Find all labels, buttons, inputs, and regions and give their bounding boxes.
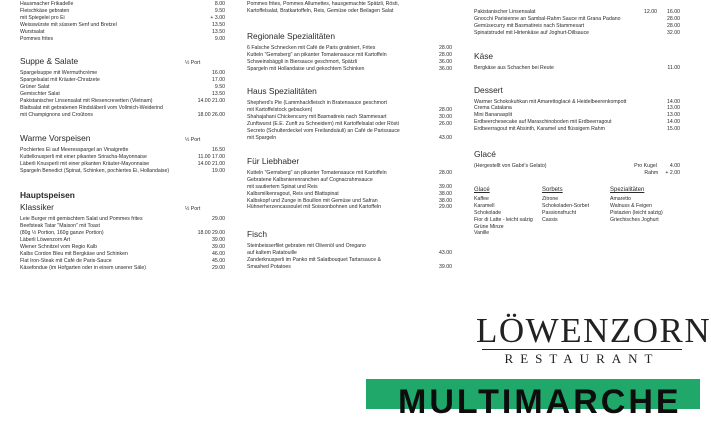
menu-item-price: 43.00 (439, 250, 452, 257)
regionale-list (247, 45, 452, 73)
half-portion-hint: ½ Port (185, 60, 201, 67)
menu-item-price: 18.00 26.00 (197, 111, 225, 118)
glace-flavour: Cassis (542, 216, 558, 223)
warme-list (20, 147, 225, 175)
menu-item (20, 15, 225, 22)
section-glace (474, 149, 680, 160)
section-title: Warme Vorspeisen (20, 132, 91, 143)
menu-item (247, 170, 452, 177)
menu-item-name: Kalbsmilkenragout, Reis und Blattspinat (247, 190, 339, 197)
menu-item-price: 26.00 (439, 121, 452, 128)
glace-subcolumn-heading: Sorbets (542, 186, 563, 193)
menu-item-price: 28.00 (439, 107, 452, 114)
menu-item (474, 99, 680, 106)
menu-item-price: 13.50 (212, 28, 225, 35)
menu-item-price: 9.50 (214, 7, 225, 14)
menu-item-name: Kuttelknusperli mit einer pikanten Sriracha-Mayonnaise (20, 153, 147, 160)
logo-subtitle: RESTAURANT (482, 349, 682, 366)
menu-item-name: auf kaltem Ratatouille (247, 250, 297, 257)
menu-item-price: 46.00 (212, 250, 225, 257)
glace-subcolumn (474, 186, 542, 237)
menu-item (247, 198, 452, 205)
menu-item (474, 30, 680, 37)
menu-item (20, 112, 225, 119)
menu-item-price: 39.00 (212, 244, 225, 251)
menu-item-price: 17.00 (212, 77, 225, 84)
menu-item (247, 52, 452, 59)
glace-subcolumn-heading: Glacé (474, 186, 490, 193)
menu-item (474, 126, 680, 133)
section-liebhaber (247, 156, 452, 167)
menu-item-price: 9.50 (214, 84, 225, 91)
menu-item-name: Shepherd's Pie (Lammhackfleisch in Bratensauce geschmort (247, 100, 387, 107)
menu-column-right (474, 0, 680, 237)
menu-item-price: 11.00 (667, 64, 680, 71)
menu-item (20, 8, 225, 15)
section-title: Suppe & Salate (20, 56, 79, 67)
menu-item-price: 39.00 (439, 264, 452, 271)
menu-item (474, 9, 680, 16)
menu-item (474, 23, 680, 30)
rahm-row (474, 170, 680, 177)
menu-item (20, 105, 225, 112)
menu-item-name: Grüner Salat (20, 84, 50, 91)
menu-item (247, 114, 452, 121)
menu-item (247, 1, 452, 8)
glace-flavours (474, 186, 680, 237)
menu-item (247, 121, 452, 128)
menu-item-price: 38.00 (439, 190, 452, 197)
menu-item (20, 1, 225, 8)
fisch-list (247, 243, 452, 271)
menu-item-name: Crema Catalana (474, 105, 512, 112)
hauptspeisen-heading: Hauptspeisen (20, 190, 75, 201)
menu-item-name: Wurstsalat (20, 28, 45, 35)
menu-item-price: 13.00 (667, 105, 680, 112)
glace-note: (Hergestellt von Gabri's Gelato) (474, 163, 547, 170)
menu-item (474, 112, 680, 119)
section-title: Dessert (474, 84, 503, 95)
menu-item (247, 243, 452, 250)
glace-subcolumn (542, 186, 610, 237)
menu-item-name: Pakistanischer Linsensalat (474, 9, 536, 15)
menu-item-name: Mini Bananasplit (474, 112, 513, 119)
section-title: Für Liebhaber (247, 155, 300, 166)
logo-wordmark: LÖWENZORN (476, 311, 711, 350)
menu-item-price: 8.00 (214, 1, 225, 7)
menu-column-left (20, 0, 225, 272)
menu-item-name: mit Champignons und Croûtons (20, 111, 93, 118)
rahm-label: Rahm (644, 169, 659, 176)
menu-item (474, 16, 680, 23)
section-title: Haus Spezialitäten (247, 86, 317, 97)
menu-item-name: mit Spiegelei pro Ei (20, 14, 65, 21)
menu-item-price: 16.00 (212, 70, 225, 77)
glace-flavour: Grüne Minze (474, 223, 504, 230)
menu-item-name: Käsefondue (im Hofgarten oder in einem unserer Säle) (20, 264, 147, 271)
glace-flavour: Griechisches Joghurt (610, 216, 659, 223)
menu-item-price: 36.00 (439, 58, 452, 65)
menu-item (247, 107, 452, 114)
menu-item-price: 32.00 (667, 29, 680, 36)
banner-text: MULTIMARCHE (398, 383, 682, 421)
section-warme-vorspeisen (20, 133, 225, 144)
menu-item (20, 265, 225, 272)
menu-item (474, 65, 680, 72)
menu-item (247, 250, 452, 257)
menu-item-name: Wiener Schnitzel vom Regio Kalb (20, 244, 97, 251)
menu-item-name: Beefsteak Tatar "Maison" mit Toast (20, 223, 100, 230)
menu-item-price: 28.00 (439, 169, 452, 176)
menu-item (247, 128, 452, 135)
menu-item-name: Läberli Löwenzorn Art (20, 237, 71, 244)
menu-item (20, 251, 225, 258)
menu-item-price: 28.00 (439, 44, 452, 51)
menu-item (247, 45, 452, 52)
beilagen-list (247, 1, 452, 15)
menu-item-name: Leie Burger mit gemischtem Salat und Pommes frites (20, 216, 143, 223)
menu-item-name: Spargelsuppe mit Wermuthcrème (20, 70, 98, 77)
section-title: Fisch (247, 229, 268, 240)
menu-item-price: 14.00 (667, 119, 680, 126)
glace-flavour: Amaretto (610, 195, 632, 202)
menu-item-name: Gebratene Kalbsnierenranchen auf Cognacrahmsauce (247, 176, 373, 183)
menu-item (247, 191, 452, 198)
menu-item (247, 257, 452, 264)
glace-flavour: Kaffee (474, 195, 489, 202)
menu-item-name: Gemüsecurry mit Basmatireis nach Stammesart (474, 22, 585, 29)
menu-item (20, 258, 225, 265)
menu-item-name: Pakistanischer Linsensalat mit Riesencrevetten (Vietnam) (20, 98, 153, 105)
menu-item (247, 100, 452, 107)
half-portion-hint: ½ Port (185, 206, 201, 213)
menu-item-name: Secreto (Schulterdeckel vom Freilandsäuli) an Café de Parissauce (247, 128, 400, 135)
menu-item-name: Zunftwurst (E.E. Zunft zu Schneidern) mit Kartoffelsalat oder Rösti (247, 121, 399, 128)
glace-note-row (474, 163, 680, 170)
menu-item (247, 204, 452, 211)
menu-item-name: Shahajahani Chickencurry mit Basmatireis nach Stammesart (247, 114, 387, 121)
menu-item-name: (80g ½ Portion, 160g ganze Portion) (20, 230, 104, 237)
rahm (644, 170, 680, 177)
menu-item-name: Pommes frites (20, 35, 54, 42)
menu-item (247, 8, 452, 15)
section-fisch (247, 229, 452, 240)
menu-item-half-price: 12.00 (644, 9, 657, 15)
menu-item (20, 36, 225, 43)
menu-item-name: Kutteln "Gemsberg" an pikanter Tomatensauce mit Kartoffeln (247, 51, 387, 58)
menu-item-price: 15.00 (667, 126, 680, 133)
menu-item-price: 16.00 (667, 9, 680, 15)
menu-item-name: Zanderknusperli im Panko mit Salatbouquet Tartarsauce & (247, 257, 381, 264)
menu-item-price: 38.00 (439, 197, 452, 204)
glace-flavour: Zitrone (542, 195, 559, 202)
menu-item-name: Schweinsbäggli in Biersauce geschmort, Spätzli (247, 58, 358, 65)
menu-item-price: 13.50 (212, 21, 225, 28)
menu-item-price: 39.00 (212, 237, 225, 244)
menu-item (247, 264, 452, 271)
menu-item-price: + 3.00 (210, 14, 225, 21)
rahm-price: + 2.00 (665, 169, 680, 176)
menu-item (247, 177, 452, 184)
menu-item-name: Steinbeisserfilet gebraten mit Olivenöl und Oregano (247, 243, 366, 250)
pro-kugel-label: Pro Kugel (634, 163, 657, 170)
pro-kugel (634, 163, 680, 170)
menu-item-price: 28.00 (667, 22, 680, 29)
menu-item-price: 45.00 (212, 257, 225, 264)
menu-item-name: Warmer Schokokuhkan mit Amarettoglacé & Heidelbeerenkompott (474, 98, 627, 105)
pro-kugel-price: 4.00 (669, 163, 680, 170)
menu-item-price: 29.00 (439, 204, 452, 211)
menu-item (20, 230, 225, 237)
menu-item-name: Kutteln "Gemsberg" an pikanter Tomatensauce mit Kartoffeln (247, 169, 387, 176)
glace-subcolumn (610, 186, 678, 237)
haus-list (247, 100, 452, 141)
menu-column-middle (247, 0, 452, 271)
menu-item-price: 28.00 (439, 51, 452, 58)
menu-item (20, 70, 225, 77)
menu-item-name: mit sautiertem Spinat und Reis (247, 183, 318, 190)
menu-item (20, 244, 225, 251)
menu-item (247, 135, 452, 142)
menu-item-name: Pommes frites, Pommes Allumettes, hausgemachte Spätzli, Rösti, (247, 1, 399, 7)
menu-item-name: mit Kartoffelstock gebacken) (247, 107, 313, 114)
vegi-list (474, 9, 680, 37)
menu-item-price: 14.00 21.00 (197, 160, 225, 167)
menu-item-name: Hühnerherzencassoulet mit Soissonbohnen und Kartoffeln (247, 204, 382, 211)
menu-item (20, 216, 225, 223)
glace-flavour: Vanille (474, 230, 490, 237)
menu-item-price: 28.00 (667, 15, 680, 22)
menu-item (20, 147, 225, 154)
menu-item-name: Kartoffelsalat, Bratkartoffeln, Reis, Gemüse oder Beilagen Salat (247, 7, 394, 14)
menu-item (247, 59, 452, 66)
menu-item (474, 119, 680, 126)
menu-item-price: 14.00 21.00 (197, 98, 225, 105)
menu-item-name: Blattsalat mit gebratenen Rindsläberli vom Vollmich-Weiderind (20, 104, 163, 111)
menu-item (20, 29, 225, 36)
menu-item-price: 14.00 (667, 98, 680, 105)
menu-item (20, 237, 225, 244)
section-regionale (247, 31, 452, 42)
glace-flavour: Karamell (474, 202, 495, 209)
glace-flavour: Schokoladen-Sorbet (542, 202, 590, 209)
menu-item-name: Spargeln Benedict (Spinat, Schinken, pochiertes Ei, Hollandaise) (20, 167, 170, 174)
multimarche-banner (366, 379, 700, 421)
restaurant-logo (476, 311, 711, 366)
section-title: Klassiker (20, 202, 54, 213)
menu-item-price: 18.00 29.00 (197, 230, 225, 237)
menu-item-price: 13.00 (667, 112, 680, 119)
menu-item-name: Kalbs Cordon Bleu mit Bergkäse und Schinken (20, 250, 128, 257)
menu-item (247, 184, 452, 191)
section-title: Regionale Spezialitäten (247, 30, 335, 41)
menu-item-price: 36.00 (439, 65, 452, 72)
menu-item-price: 11.00 17.00 (197, 153, 225, 160)
menu-item-name: Gemischter Salat (20, 91, 60, 98)
section-kaese (474, 51, 680, 62)
menu-item-name: Erdbeerchesecake auf Maraschinoboden mit Erdbeerragout (474, 119, 612, 126)
menu-item-name: Flat Iron-Steak mit Café de Paris-Sauce (20, 257, 112, 264)
menu-item-name: mit Spargeln (247, 134, 277, 141)
section-title: Käse (474, 50, 494, 61)
glace-flavour: Schokolade (474, 209, 502, 216)
menu-item-name: Weisswürste mit süssem Senf und Bretzel (20, 21, 117, 28)
menu-item-price: 9.00 (214, 35, 225, 42)
menu-item-name: Pochiertes Ei auf Meeresspargel an Vinaigrette (20, 146, 129, 153)
glace-subcolumn-heading: Spezialitäten (610, 186, 645, 193)
menu-item (20, 84, 225, 91)
menu-item-price: 16.50 (212, 146, 225, 153)
glace-flavour: Walnuss & Feigen (610, 202, 652, 209)
menu-item-name: Bergkäse aus Schachen bei Reute (474, 64, 554, 71)
menu-item-price: 13.50 (212, 91, 225, 98)
glace-flavour: Passionsfrucht (542, 209, 577, 216)
liebhaber-list (247, 170, 452, 211)
section-dessert (474, 85, 680, 96)
menu-item-price: 19.00 (212, 167, 225, 174)
menu-item-name: 6 Falsche Schnecken mit Café de Paris gratiniert, Frites (247, 44, 376, 51)
section-suppe-salate (20, 56, 225, 67)
menu-item-name: Erdbeerragout mit Absinth, Karamel und flüssigem Rahm (474, 126, 605, 133)
menu-item (20, 168, 225, 175)
glace-flavour: Pistazien (leicht salzig) (610, 209, 663, 216)
glace-flavour: Fior di Latte - leicht salzig (474, 216, 533, 223)
menu-item-name: Spargelsalat mit Kräuter-Chratzete (20, 77, 100, 84)
suppe-list (20, 70, 225, 118)
menu-item (20, 161, 225, 168)
menu-item-price: 30.00 (439, 114, 452, 121)
menu-item-name: Hausmacher Frikadelle (20, 1, 74, 7)
menu-item-price: 29.00 (212, 264, 225, 271)
menu-item (20, 98, 225, 105)
section-title: Glacé (474, 149, 496, 160)
half-portion-hint: ½ Port (185, 136, 201, 143)
menu-item (247, 66, 452, 73)
top-items-list (20, 1, 225, 42)
klassiker-list (20, 216, 225, 271)
menu-item (20, 154, 225, 161)
menu-item-name: Smashed Potatoes (247, 264, 291, 271)
menu-item-price: 39.00 (439, 183, 452, 190)
menu-item-name: Spargeln mit Hollandaise und gekochtem Schinken (247, 65, 365, 72)
menu-item-name: Kalbskopf und Zunge in Bouillon mit Gemüse und Safran (247, 197, 378, 204)
section-haus (247, 86, 452, 97)
dessert-list (474, 99, 680, 134)
menu-item-name: Gnocchi Parisienne an Sambal-Rahm Sauce mit Grana Padano (474, 15, 621, 22)
menu-item (474, 105, 680, 112)
menu-item-name: Fleischkäse gebraten (20, 7, 70, 14)
kaese-list (474, 65, 680, 72)
section-klassiker (20, 202, 225, 213)
menu-item-name: Läberli Knusperli mit einer pikanten Kräuter-Mayonnaise (20, 160, 150, 167)
menu-item-price: 43.00 (439, 134, 452, 141)
menu-item-name: Spinatstrudel mit Hirtenkäse auf Joghurt-Dillsauce (474, 29, 590, 36)
menu-item (20, 77, 225, 84)
menu-item (20, 22, 225, 29)
menu-item-price: 29.00 (212, 216, 225, 223)
menu-item (20, 91, 225, 98)
